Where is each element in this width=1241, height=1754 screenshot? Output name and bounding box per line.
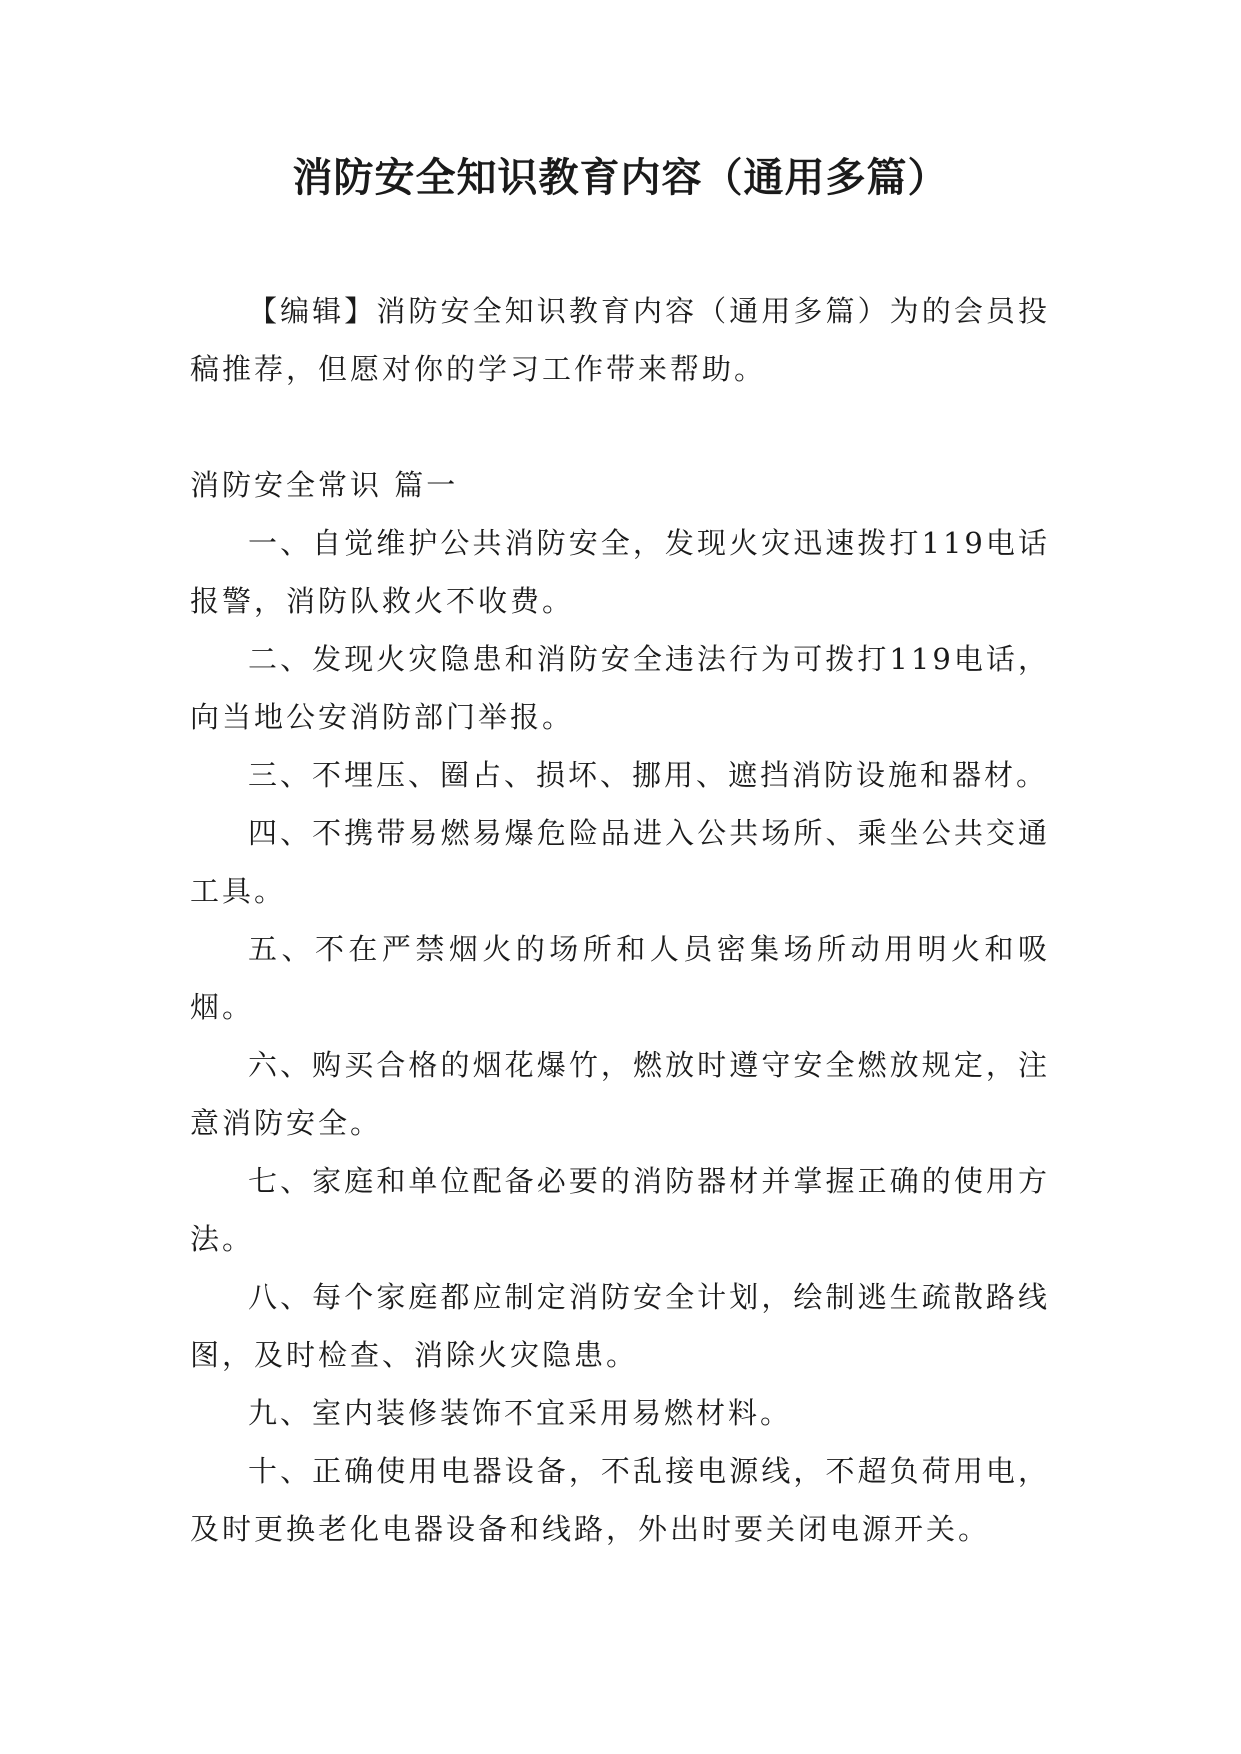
intro-paragraph: 【编辑】消防安全知识教育内容（通用多篇）为的会员投稿推荐，但愿对你的学习工作带来帮助。 [190,294,1050,386]
list-item: 二、发现火灾隐患和消防安全违法行为可拨打119电话，向当地公安消防部门举报。 [190,642,1050,734]
list-item: 九、室内装修装饰不宜采用易燃材料。 [248,1396,793,1430]
document-title: 消防安全知识教育内容（通用多篇） [292,155,949,201]
document-body [190,282,1050,1558]
list-item: 四、不携带易燃易爆危险品进入公共场所、乘坐公共交通工具。 [190,816,1050,908]
list-item: 三、不埋压、圈占、损坏、挪用、遮挡消防设施和器材。 [248,758,1049,792]
list-item: 一、自觉维护公共消防安全，发现火灾迅速拨打119电话报警，消防队救火不收费。 [190,526,1050,618]
list-item: 五、不在严禁烟火的场所和人员密集场所动用明火和吸烟。 [190,932,1050,1024]
list-item: 六、购买合格的烟花爆竹，燃放时遵守安全燃放规定，注意消防安全。 [190,1048,1050,1140]
list-item: 七、家庭和单位配备必要的消防器材并掌握正确的使用方法。 [190,1164,1050,1256]
section-heading: 消防安全常识 篇一 [190,468,459,502]
list-item: 十、正确使用电器设备，不乱接电源线，不超负荷用电，及时更换老化电器设备和线路，外出时要关闭电源开关。 [190,1454,1050,1546]
list-item: 八、每个家庭都应制定消防安全计划，绘制逃生疏散路线图，及时检查、消除火灾隐患。 [190,1280,1050,1372]
